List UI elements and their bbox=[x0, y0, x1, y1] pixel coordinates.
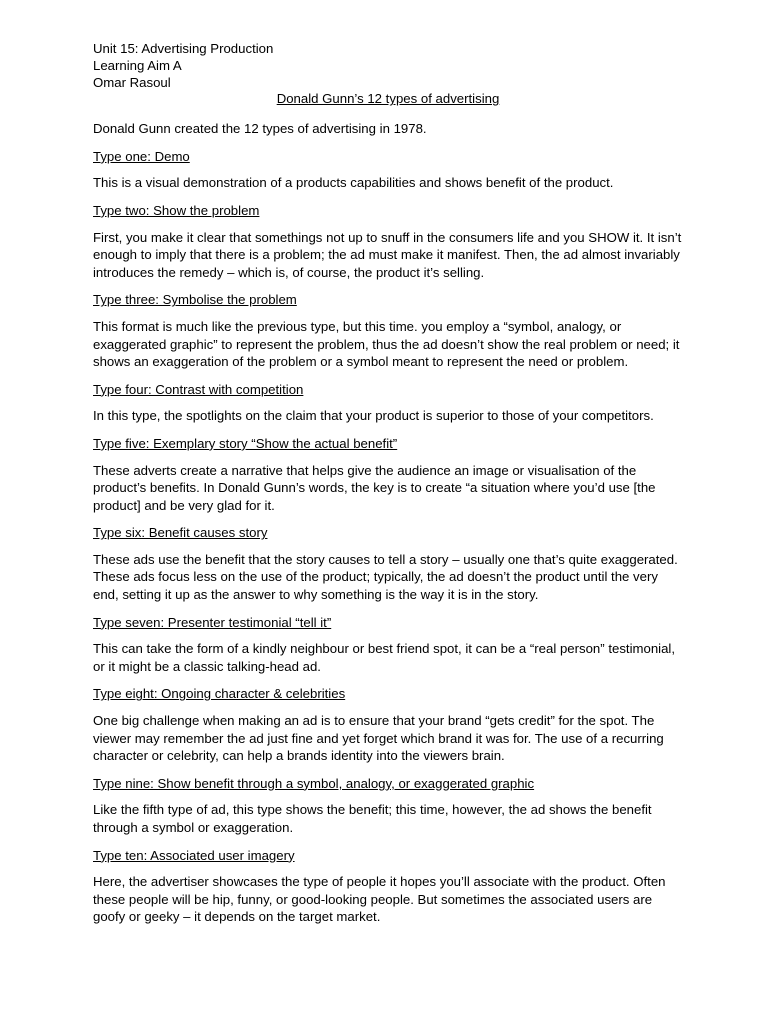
section-2 bbox=[93, 202, 683, 281]
section-heading: Type six: Benefit causes story bbox=[93, 525, 268, 541]
learning-aim: Learning Aim A bbox=[93, 57, 182, 73]
section-heading: Type eight: Ongoing character & celebrities bbox=[93, 686, 346, 702]
author-name: Omar Rasoul bbox=[93, 74, 171, 90]
section-heading: Type one: Demo bbox=[93, 148, 190, 164]
section-3 bbox=[93, 291, 683, 370]
section-body: Here, the advertiser showcases the type of people it hopes you’ll associate with the product. Often these people will be hip, funny, or good-looking people. But sometimes the associated users are goofy or geeky – it depends on the target market. bbox=[93, 874, 666, 925]
section-heading: Type nine: Show benefit through a symbol, analogy, or exaggerated graphic bbox=[93, 775, 535, 791]
section-body: This can take the form of a kindly neighbour or best friend spot, it can be a “real person” testimonial, or it might be a classic talking-head ad. bbox=[93, 641, 676, 674]
section-10 bbox=[93, 847, 683, 926]
section-body: First, you make it clear that somethings not up to snuff in the consumers life and you SHOW it. It isn’t enough to imply that there is a problem; the ad must make it manifest. Then, the ad almost invariably introduces the remedy – which is, of course, the product it’s selling. bbox=[93, 229, 682, 280]
section-5 bbox=[93, 435, 683, 514]
section-9 bbox=[93, 775, 683, 837]
intro-paragraph: Donald Gunn created the 12 types of advertising in 1978. bbox=[93, 121, 427, 137]
section-heading: Type two: Show the problem bbox=[93, 202, 260, 218]
section-body: This is a visual demonstration of a products capabilities and shows benefit of the product. bbox=[93, 175, 614, 191]
section-heading: Type three: Symbolise the problem bbox=[93, 292, 297, 308]
section-body: These adverts create a narrative that helps give the audience an image or visualisation of the product’s benefits. In Donald Gunn’s words, the key is to create “a situation where you’d use [the product] and be very glad for it. bbox=[93, 462, 656, 513]
section-7 bbox=[93, 614, 683, 676]
section-1 bbox=[93, 148, 683, 192]
section-body: One big challenge when making an ad is to ensure that your brand “gets credit” for the spot. The viewer may remember the ad just fine and yet forget which brand it was for. The use of a recurring character or celebrity, can help a brands identity into the viewers brain. bbox=[93, 713, 664, 764]
section-8 bbox=[93, 685, 683, 764]
section-body: In this type, the spotlights on the claim that your product is superior to those of your competitors. bbox=[93, 408, 654, 424]
section-body: These ads use the benefit that the story causes to tell a story – usually one that’s quite exaggerated. These ads focus less on the use of the product; typically, the ad doesn’t the product until the very end, setting it up as the answer to why something is the way it is in the story. bbox=[93, 551, 678, 603]
section-heading: Type four: Contrast with competition bbox=[93, 381, 304, 397]
unit-title: Unit 15: Advertising Production bbox=[93, 41, 274, 56]
document-page bbox=[93, 41, 683, 936]
document-title: Donald Gunn’s 12 types of advertising bbox=[276, 91, 500, 107]
section-body: Like the fifth type of ad, this type shows the benefit; this time, however, the ad shows the benefit through a symbol or exaggeration. bbox=[93, 802, 652, 835]
section-heading: Type five: Exemplary story “Show the actual benefit” bbox=[93, 435, 398, 451]
section-body: This format is much like the previous type, but this time. you employ a “symbol, analogy, or exaggerated graphic” to represent the problem, thus the ad doesn’t show the real problem or need; it shows an exaggeration of the problem or a symbol meant to represent the need or problem. bbox=[93, 318, 680, 370]
section-heading: Type ten: Associated user imagery bbox=[93, 847, 295, 863]
section-4 bbox=[93, 381, 683, 425]
section-heading: Type seven: Presenter testimonial “tell it” bbox=[93, 614, 332, 630]
section-6 bbox=[93, 524, 683, 603]
